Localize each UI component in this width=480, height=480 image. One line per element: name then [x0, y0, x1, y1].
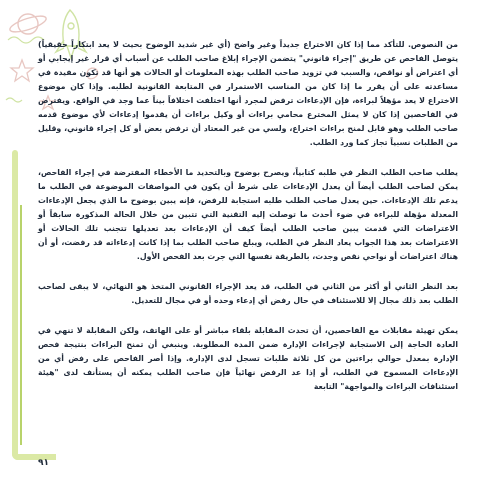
paragraph-1: من النصوص. للتأكد مما إذا كان الاختراع جديداً وغير واضح (أي غير شديد الوضوح بحيث لا يعد ابتكاراً حقيقياً) يتوصل الفاحص عن طريق "إجراء قانوني" يتضمن الإجراء إبلاغ صاحب الطلب عن أسباب أي قرار غير إيجابي أو أي اعتراض أو نواقص، والسبب في تزويد صاحب الطلب بهذه المعلومات أو الحالات هو أنها قد تكون مفيدة في مساعدته على أن يقرر ما إذا كان من المناسب الاستمرار في المتابعة القانونية لطلبه. وإذا كان موضوع الاختراع لا يعد مؤهلاً لبراءة، فإن الإدعاءات ترفض لمجرد أنها اختلفت اختلافاً بيناً عما وجد في الواقع. ويفترض في الفاحصين إذا كان لا يمثل المخترع محامي براءات أو وكيل براءات أن يقدموا إدعاءات لأي موضوع قدمه صاحب الطلب وهو قابل لمنح براءات اختراع، ولسي من غير المعتاد أن ترفض بعض أو كل إجراء قانوني، وقليل من الطلبات نسبياً تجاز كما ورد الطلب.	[38, 40, 458, 147]
star-icon	[11, 60, 33, 81]
left-margin-bar	[12, 150, 18, 450]
left-margin-line	[20, 205, 22, 445]
planet-icon	[8, 13, 48, 35]
page-number: ٩١	[38, 458, 49, 468]
left-margin-corner	[12, 446, 56, 460]
paragraph-3: بعد النظر الثاني أو أكثر من الثاني في الطلب، قد يعد الإجراء القانوني المتخذ هو النهائي، لا يبقى لصاحب الطلب بعد ذلك مجال إلا للاستئناف في حال رفض أي إدعاء وحده أو في مجال للتعديل.	[38, 282, 458, 305]
paragraph-4: يمكن تهيئة مقابلات مع الفاحصين، أن تحدث المقابلة بلقاء مباشر أو على الهاتف، ولكن المقابلة لا تنهي في العادة الحاجة إلى الاستجابة لإجراءات الإدارة ضمن المدة المطلوبة. وينبغي أن تمنح البراءات بنتيجة فحص الإدارة بمعدل حوالي براءتين من كل ثلاثة طلبات تسجل لدى الإدارة. وإذا أصر الفاحص على رفض أي من الإدعاءات المسموح في الطلب، أو إذا عد الرفض نهائياً فإن صاحب الطلب يمكنه أن يستأنف لدى "هيئة استئنافات البراءات والمواجهة" التابعة	[38, 326, 458, 391]
paragraph-2: يطلب صاحب الطلب النظر في طلبه كتابياً، ويصرح بوضوح وبالتحديد ما الأخطاء المفترضة في إجراء الفاحص، يمكن لصاحب الطلب أيضاً أن يعدل الإدعاءات على شرط أن يكون في المواصفات الموضوعة في الطلب ما يدعم تلك الإدعاءات. حين يعدل صاحب الطلب طلبه استجابة للرفض، فإنه يبين بوضوح ما الذي يجعل الإدعاءات المعدلة مؤهلة للبراءة في ضوء أحدث ما توصلت إليه التقنية التي تتبين من خلال الحالة المذكورة سابقاً أو الاعتراضات التي قدمت يبين صاحب الطلب أيضاً كيف أن الإدعاءات بعد تعديلها تتجنب تلك الحالات أو الاعتراضات بعد هذا الجواب يعاد النظر في الطلب، ويبلغ صاحب الطلب بما إذا كانت إدعاءاته قد رفضت، أو أن هناك اعتراضات أو نواحي نقص وجدت، بالطريقة نفسها التي جرت بعد الفحص الأول.	[38, 168, 458, 261]
body-text	[38, 38, 458, 410]
